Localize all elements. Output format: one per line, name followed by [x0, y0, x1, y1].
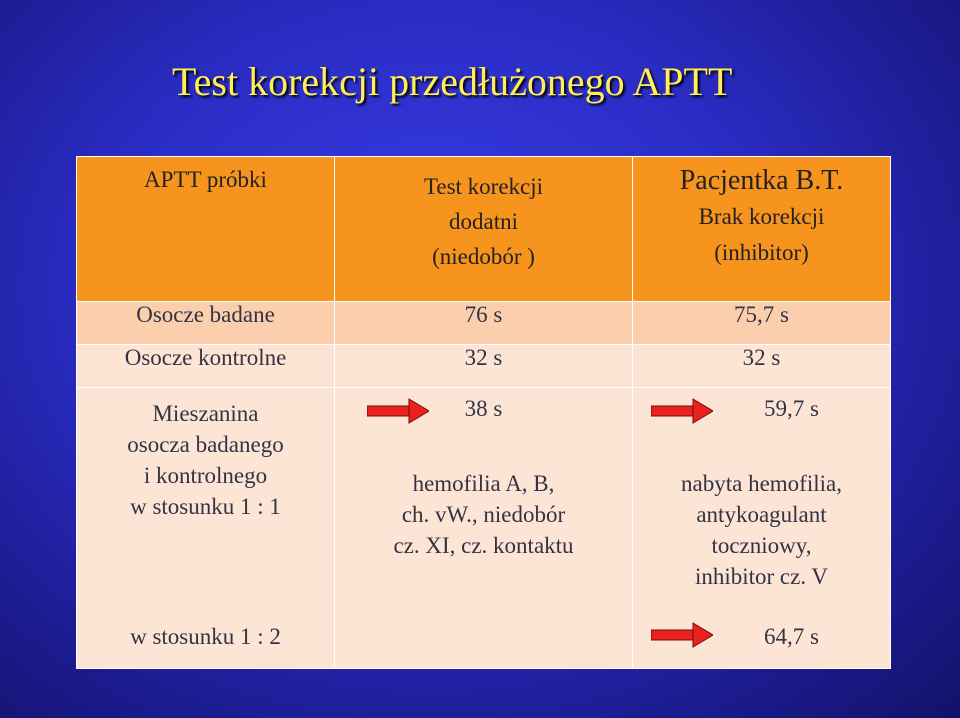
header-col2-line: (niedobór ) [432, 244, 535, 269]
header-col2-line: Test korekcji [423, 174, 544, 199]
mix-col3-value-2: 64,7 s [764, 624, 819, 649]
mix-col3-value: 59,7 s [764, 396, 819, 421]
row-value-col2: 32 s [335, 345, 633, 388]
mix-label-2: w stosunku 1 : 2 [130, 624, 281, 649]
mix-label [77, 398, 334, 522]
header-row [77, 157, 891, 302]
note-line: ch. vW., niedobór [401, 502, 566, 527]
header-col3-line: Brak korekcji [698, 204, 825, 229]
row-mieszanina [77, 388, 891, 669]
note-line: nabyta hemofilia, [681, 471, 842, 496]
patient-name: Pacjentka B.T. [679, 165, 844, 196]
row-value-col3: 75,7 s [633, 302, 891, 345]
row-label: Osocze badane [77, 302, 335, 345]
header-col3-line: (inhibitor) [714, 240, 809, 265]
mix-col3 [633, 388, 891, 669]
header-col2 [335, 157, 633, 302]
note-line: inhibitor cz. V [694, 564, 829, 589]
note-line: antykoagulant [696, 502, 827, 527]
mix-label-line: Mieszanina [152, 401, 259, 426]
correction-test-table [76, 156, 891, 669]
row-value-col3: 32 s [633, 345, 891, 388]
row-osocze-kontrolne [77, 345, 891, 388]
note-line: hemofilia A, B, [412, 471, 555, 496]
row-label: Osocze kontrolne [77, 345, 335, 388]
row-osocze-badane [77, 302, 891, 345]
row-label [77, 388, 335, 669]
header-col2-line: dodatni [449, 209, 518, 234]
note-line: toczniowy, [711, 533, 812, 558]
mix-col2-notes [335, 468, 632, 561]
mix-label-line: w stosunku 1 : 1 [130, 494, 281, 519]
mix-col2-value: 38 s [464, 396, 503, 421]
mix-col2 [335, 388, 633, 669]
mix-label-line: osocza badanego [127, 432, 284, 457]
slide-title: Test korekcji przedłużonego APTT [172, 59, 733, 104]
note-line: cz. XI, cz. kontaktu [393, 533, 574, 558]
row-value-col2: 76 s [335, 302, 633, 345]
mix-col3-notes [633, 468, 890, 592]
header-col3 [633, 157, 891, 302]
mix-label-line: i kontrolnego [143, 463, 268, 488]
header-col1: APTT próbki [77, 157, 335, 302]
